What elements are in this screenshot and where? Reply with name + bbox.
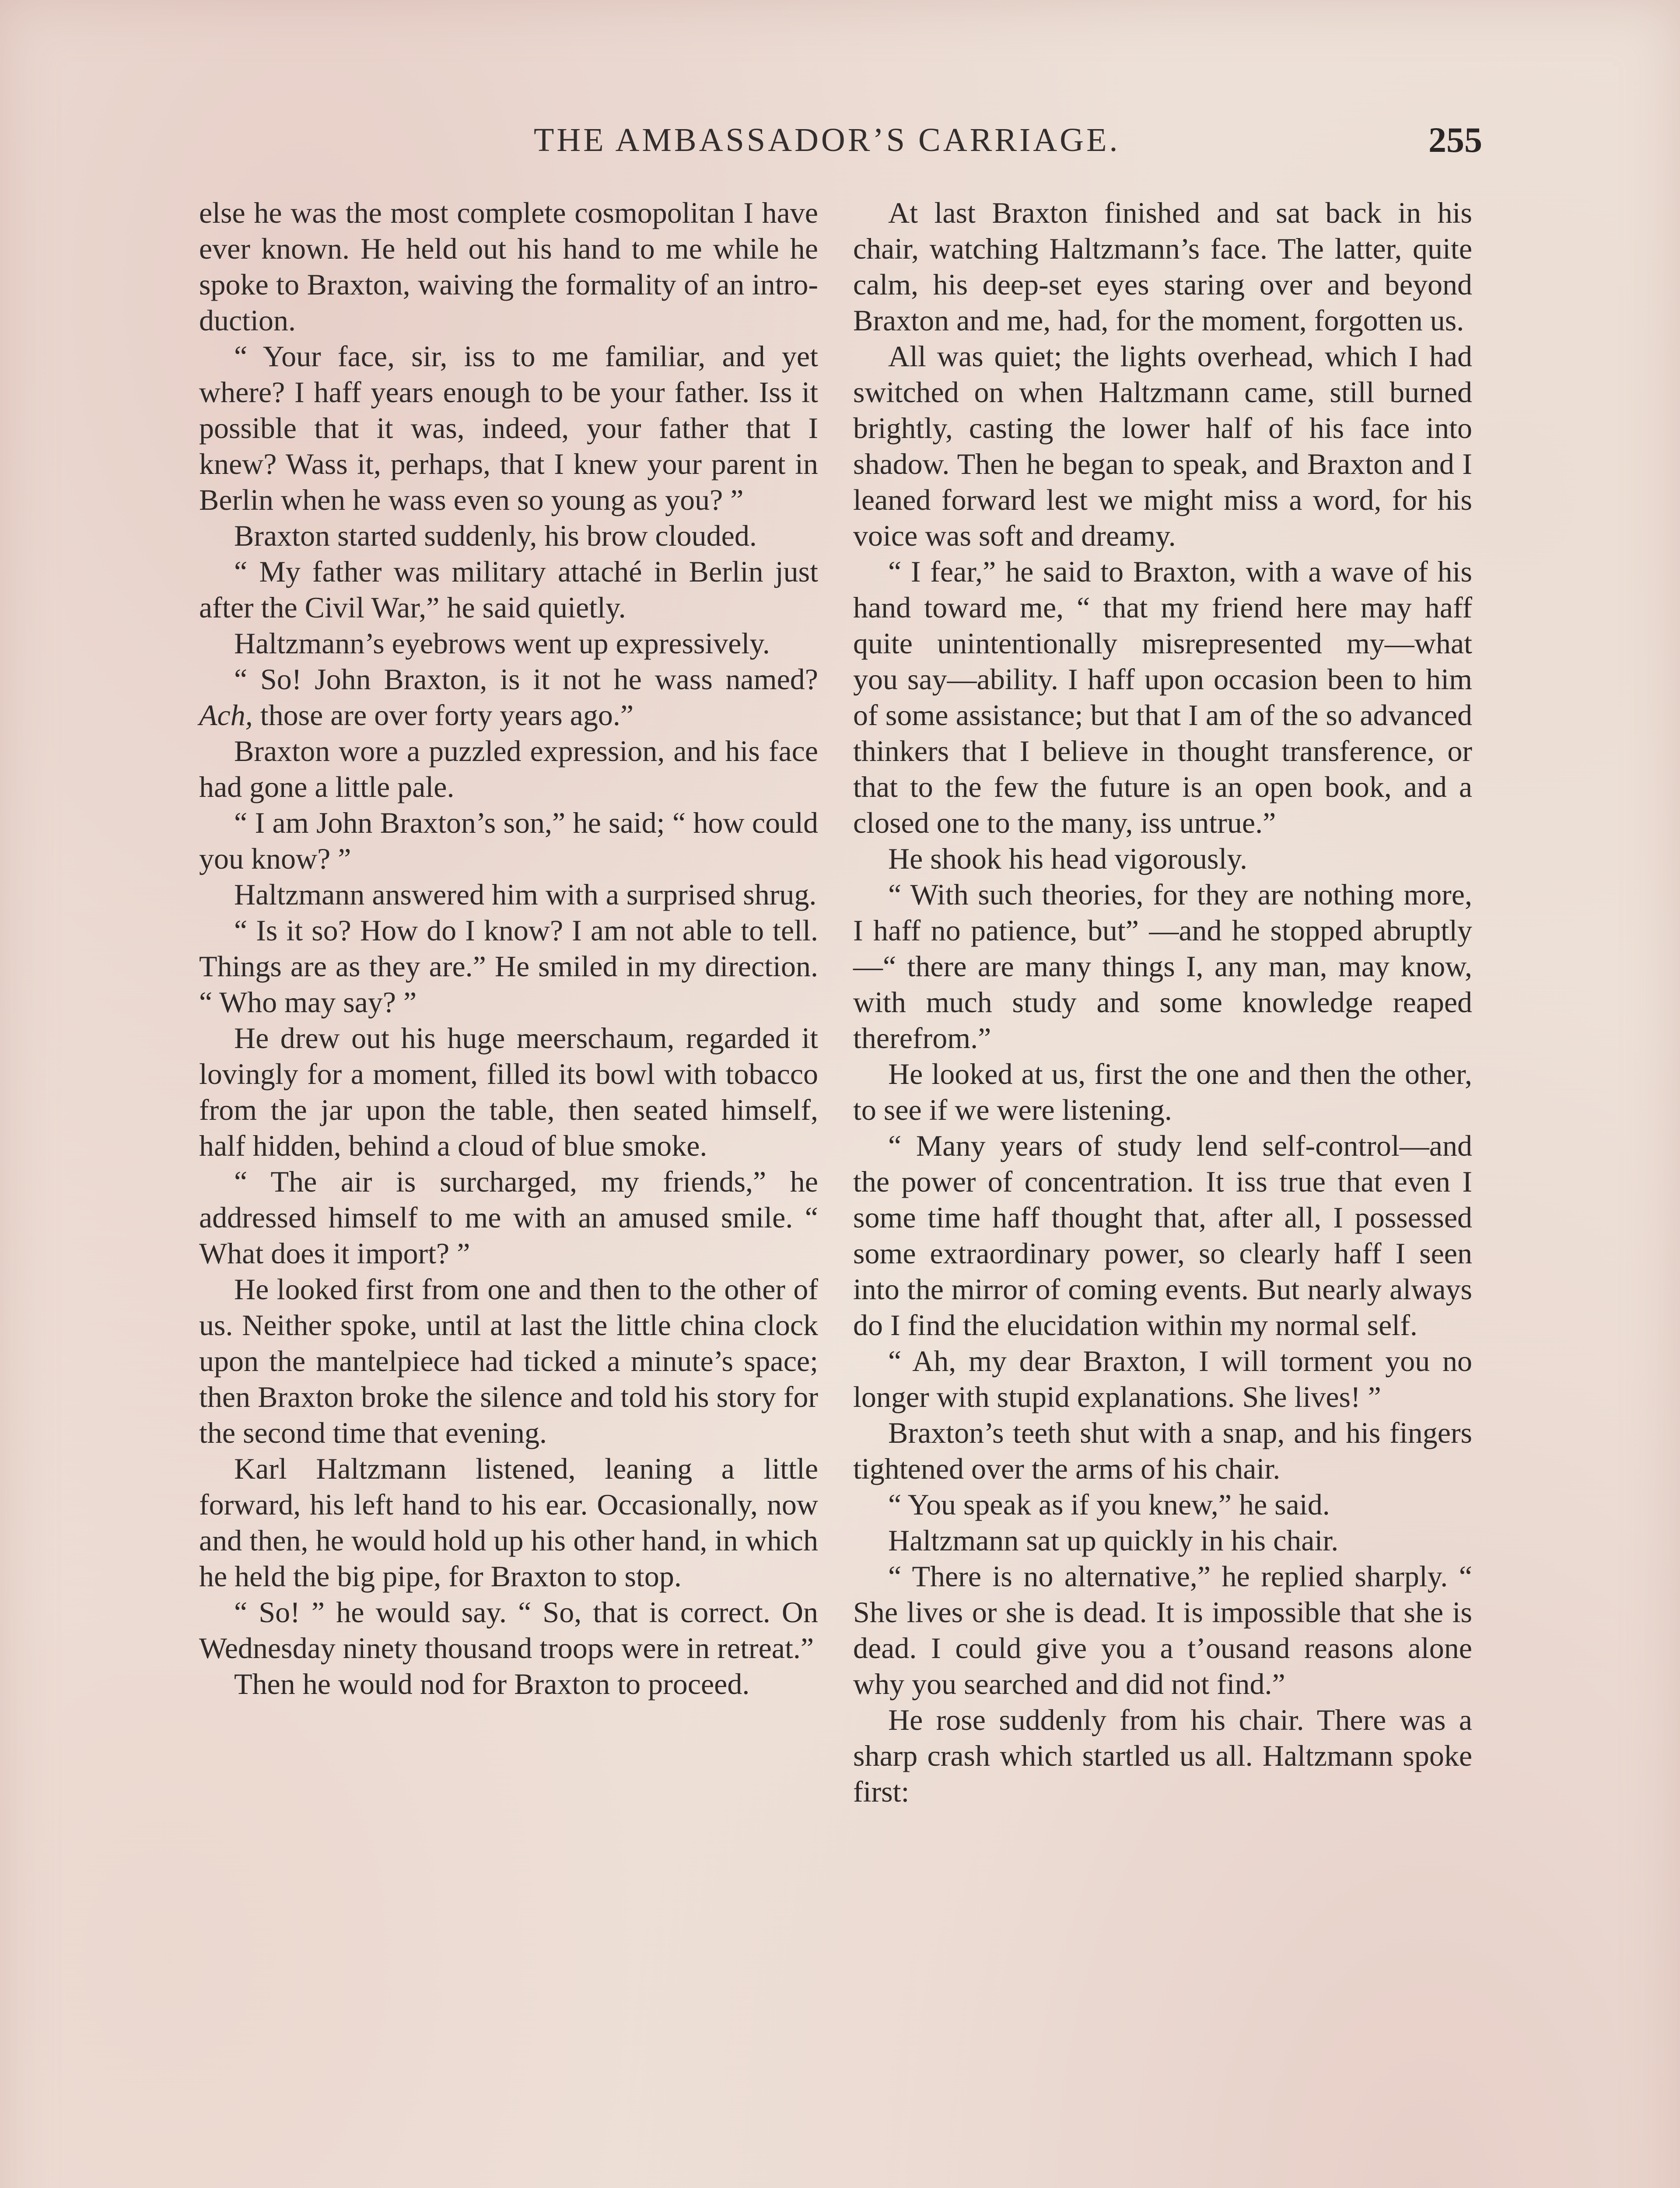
paragraph-text: All was quiet; the lights overhead, which I had switched on when Haltzmann came, still burned brightly, casting the lower half of his face into shadow. Then he began to speak, and Braxton and I leaned forward lest we might miss a word, for his voice was soft and dreamy. bbox=[853, 340, 1472, 552]
paragraph bbox=[199, 912, 818, 1020]
paragraph bbox=[199, 805, 818, 877]
paragraph bbox=[853, 554, 1472, 841]
paragraph bbox=[199, 338, 818, 518]
page-header bbox=[0, 116, 1680, 164]
paragraph bbox=[199, 625, 818, 661]
paragraph-text: “ Many years of study lend self-control—and the power of concentration. It iss true that even I some time haff thought that, after all, I possessed some extraordinary power, so clearly haff I seen into the mirror of coming events. But nearly always do I find the elucidation within my normal self. bbox=[853, 1129, 1472, 1342]
paragraph-text: Braxton’s teeth shut with a snap, and his fingers tightened over the arms of his chair. bbox=[853, 1416, 1472, 1485]
paragraph bbox=[199, 1164, 818, 1271]
paragraph-text: “ Is it so? How do I know? I am not able to tell. Things are as they are.” He smiled in my direction. “ Who may say? ” bbox=[199, 914, 818, 1019]
paragraph-text: Haltzmann sat up quickly in his chair. bbox=[888, 1524, 1339, 1557]
paragraph-text: At last Braxton finished and sat back in his chair, watching Haltzmann’s face. The latter, quite calm, his deep-set eyes staring over and beyond Braxton and me, had, for the moment, forgotten us. bbox=[853, 196, 1472, 337]
italic-word: Ach, bbox=[199, 698, 253, 732]
paragraph-text: “ There is no alternative,” he replied sharply. “ She lives or she is dead. It is impossible that she is dead. I could give you a t’ousand reasons alone why you searched and did not find.” bbox=[853, 1560, 1472, 1701]
paragraph bbox=[199, 554, 818, 625]
page-number: 255 bbox=[1428, 120, 1482, 160]
running-title: THE AMBASSADOR’S CARRIAGE. bbox=[534, 122, 1120, 158]
paragraph bbox=[199, 1451, 818, 1594]
paragraph-text: “ Your face, sir, iss to me familiar, and yet where? I haff years enough to be your father. Iss it possible that it was, indeed, your father that I knew? Wass it, perhaps, that I knew your parent in Berlin when he wass even so young as you? ” bbox=[199, 340, 818, 516]
right-text-column bbox=[853, 195, 1472, 1809]
paragraph-text: “ So! John Braxton, is it not he wass named? bbox=[234, 663, 818, 696]
paragraph-text: “ The air is surcharged, my friends,” he addressed himself to me with an amused smile. “ What does it import? ” bbox=[199, 1165, 818, 1270]
paragraph bbox=[199, 1271, 818, 1451]
left-text-column bbox=[199, 195, 818, 1702]
paragraph-text: “ Ah, my dear Braxton, I will torment you no longer with stupid explanations. She lives! ” bbox=[853, 1344, 1472, 1413]
paragraph bbox=[199, 661, 818, 733]
paragraph-text: else he was the most complete cosmopolitan I have ever known. He held out his hand to me while he spoke to Braxton, waiving the formality of an introduction. bbox=[199, 196, 818, 337]
paragraph bbox=[199, 1020, 818, 1164]
paragraph bbox=[853, 338, 1472, 554]
paragraph-text: He looked first from one and then to the other of us. Neither spoke, until at last the little china clock upon the mantelpiece had ticked a minute’s space; then Braxton broke the silence and told his story for the second time that evening. bbox=[199, 1273, 818, 1449]
paragraph bbox=[199, 1594, 818, 1666]
paragraph-text: “ My father was military attaché in Berlin just after the Civil War,” he said quietly. bbox=[199, 555, 818, 624]
paragraph bbox=[199, 518, 818, 554]
paragraph-text: Braxton started suddenly, his brow clouded. bbox=[234, 519, 757, 552]
paragraph bbox=[199, 877, 818, 912]
paragraph bbox=[853, 1558, 1472, 1702]
paragraph-text: He drew out his huge meerschaum, regarded it lovingly for a moment, filled its bowl with tobacco from the jar upon the table, then seated himself, half hidden, behind a cloud of blue smoke. bbox=[199, 1021, 818, 1162]
paragraph-text: Karl Haltzmann listened, leaning a little forward, his left hand to his ear. Occasionally, now and then, he would hold up his other hand, in which he held the big pipe, for Braxton to stop. bbox=[199, 1452, 818, 1593]
paragraph bbox=[853, 1343, 1472, 1415]
paragraph-text: “ So! ” he would say. “ So, that is correct. On Wednesday ninety thousand troops were in retreat.” bbox=[199, 1595, 818, 1665]
paragraph bbox=[853, 1522, 1472, 1558]
paragraph bbox=[853, 195, 1472, 338]
paragraph-text: “ I fear,” he said to Braxton, with a wave of his hand toward me, “ that my friend here may haff quite unintentionally misrepresented my—what you say—ability. I haff upon occasion been to him of some assistance; but that I am of the so advanced thinkers that I believe in thought transference, or that to the few the future is an open book, and a closed one to the many, iss untrue.” bbox=[853, 555, 1472, 839]
paragraph bbox=[853, 1128, 1472, 1343]
paragraph bbox=[199, 1666, 818, 1702]
paragraph bbox=[853, 1702, 1472, 1809]
paragraph-text: “ With such theories, for they are nothing more, I haff no patience, but” —and he stopped abruptly—“ there are many things I, any man, may know, with much study and some knowledge reaped therefrom.” bbox=[853, 878, 1472, 1055]
paragraph-text: Then he would nod for Braxton to proceed. bbox=[234, 1667, 750, 1701]
paragraph-text: Haltzmann answered him with a surprised shrug. bbox=[234, 878, 817, 911]
paragraph bbox=[199, 733, 818, 805]
paragraph bbox=[853, 877, 1472, 1056]
paragraph bbox=[853, 1487, 1472, 1522]
paragraph-text: He looked at us, first the one and then the other, to see if we were listening. bbox=[853, 1057, 1472, 1126]
paragraph-text: Braxton wore a puzzled expression, and his face had gone a little pale. bbox=[199, 734, 818, 803]
paragraph-text: “ I am John Braxton’s son,” he said; “ how could you know? ” bbox=[199, 806, 818, 875]
paragraph-text: He rose suddenly from his chair. There was a sharp crash which startled us all. Haltzmann spoke first: bbox=[853, 1703, 1472, 1808]
paragraph bbox=[853, 1415, 1472, 1487]
paragraph-text: “ You speak as if you knew,” he said. bbox=[888, 1488, 1330, 1521]
paragraph-text-continued: those are over forty years ago.” bbox=[252, 698, 634, 732]
paragraph bbox=[853, 841, 1472, 877]
paragraph-text: He shook his head vigorously. bbox=[888, 842, 1247, 875]
paragraph-text: Haltzmann’s eyebrows went up expressively. bbox=[234, 627, 770, 660]
paragraph bbox=[853, 1056, 1472, 1128]
paragraph bbox=[199, 195, 818, 338]
